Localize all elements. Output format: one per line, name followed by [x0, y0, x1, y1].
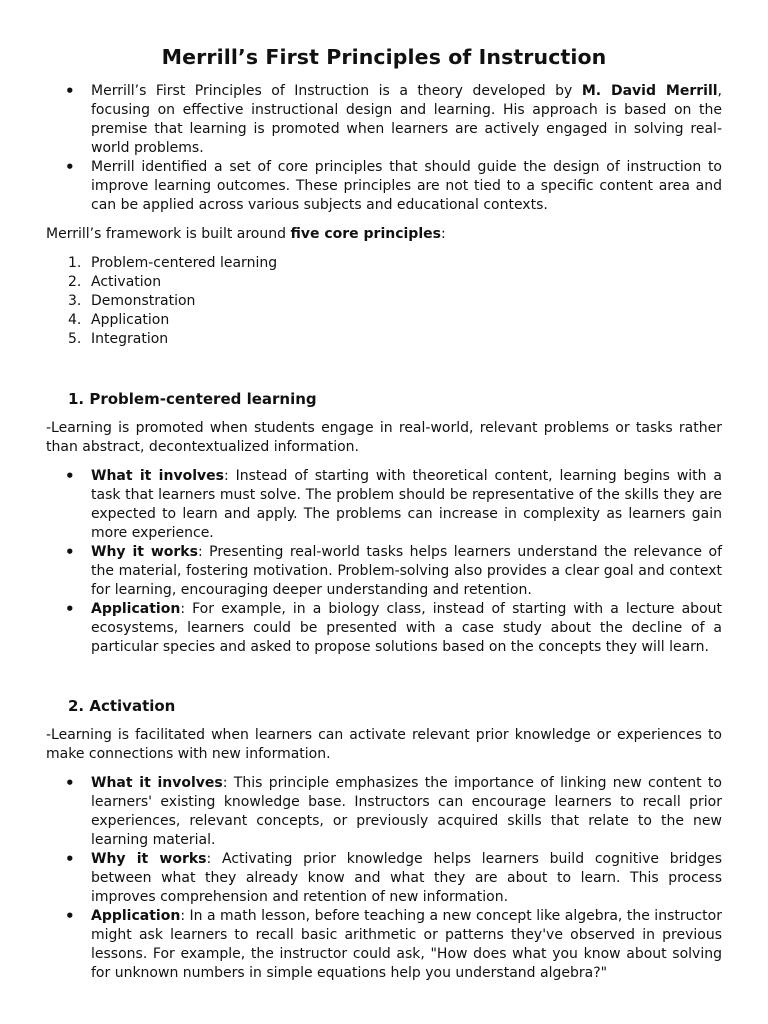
point-item: • Application: In a math lesson, before teaching a new concept like algebra, the instructor might ask learners to recall basic arithmetic or patterns they've observed in previous lessons. For example, the instructor could ask, "How does what you know about solving for unknown numbers in simple equations help you understand algebra?"	[46, 907, 722, 983]
point-item: • Why it works: Activating prior knowledge helps learners build cognitive bridges between what they already know and what they are about to learn. This process improves comprehension and retention of new information.	[46, 850, 722, 907]
section-summary: -Learning is facilitated when learners can activate relevant prior knowledge or experiences to make connections with new information.	[46, 727, 722, 762]
intro-list	[46, 82, 722, 215]
section-heading: 2. Activation	[68, 697, 176, 715]
principle-item: 4. Application	[68, 312, 170, 328]
framework-sentence: Merrill’s framework is built around five core principles:	[46, 226, 446, 242]
section-points	[46, 467, 722, 657]
section-heading: 1. Problem-centered learning	[68, 390, 317, 408]
section-activation	[46, 696, 722, 983]
principle-item: 5. Integration	[68, 331, 169, 347]
principle-item: 3. Demonstration	[68, 293, 196, 309]
page-title: Merrill’s First Principles of Instruction	[161, 45, 607, 69]
section-problem-centered	[46, 389, 722, 657]
point-item: • Why it works: Presenting real-world tasks helps learners understand the relevance of the material, fostering motivation. Problem-solving also provides a clear goal and context for learning, encouraging deeper understanding and retention.	[46, 543, 722, 600]
intro-bullet: • Merrill’s First Principles of Instruction is a theory developed by M. David Merrill, focusing on effective instructional design and learning. His approach is based on the premise that learning is promoted when learners are actively engaged in solving real-world problems.	[46, 82, 722, 158]
principles-list	[46, 254, 722, 349]
point-item: • What it involves: Instead of starting with theoretical content, learning begins with a task that learners must solve. The problem should be representative of the skills they are expected to learn and apply. The problems can increase in complexity as learners gain more experience.	[46, 467, 722, 543]
document-body	[46, 82, 722, 983]
point-item: • Application: For example, in a biology class, instead of starting with a lecture about ecosystems, learners could be presented with a case study about the decline of a particular species and asked to propose solutions based on the concepts they will learn.	[46, 600, 722, 657]
section-points	[46, 774, 722, 983]
intro-bullet: • Merrill identified a set of core principles that should guide the design of instruction to improve learning outcomes. These principles are not tied to a specific content area and can be applied across various subjects and educational contexts.	[46, 158, 722, 215]
section-summary: -Learning is promoted when students engage in real-world, relevant problems or tasks rather than abstract, decontextualized information.	[46, 420, 722, 455]
principle-item: 2. Activation	[68, 274, 162, 290]
principle-item: 1. Problem-centered learning	[68, 255, 278, 271]
point-item: • What it involves: This principle emphasizes the importance of linking new content to learners' existing knowledge base. Instructors can encourage learners to recall prior experiences, relevant concepts, or previously acquired skills that relate to the new learning material.	[46, 774, 722, 850]
